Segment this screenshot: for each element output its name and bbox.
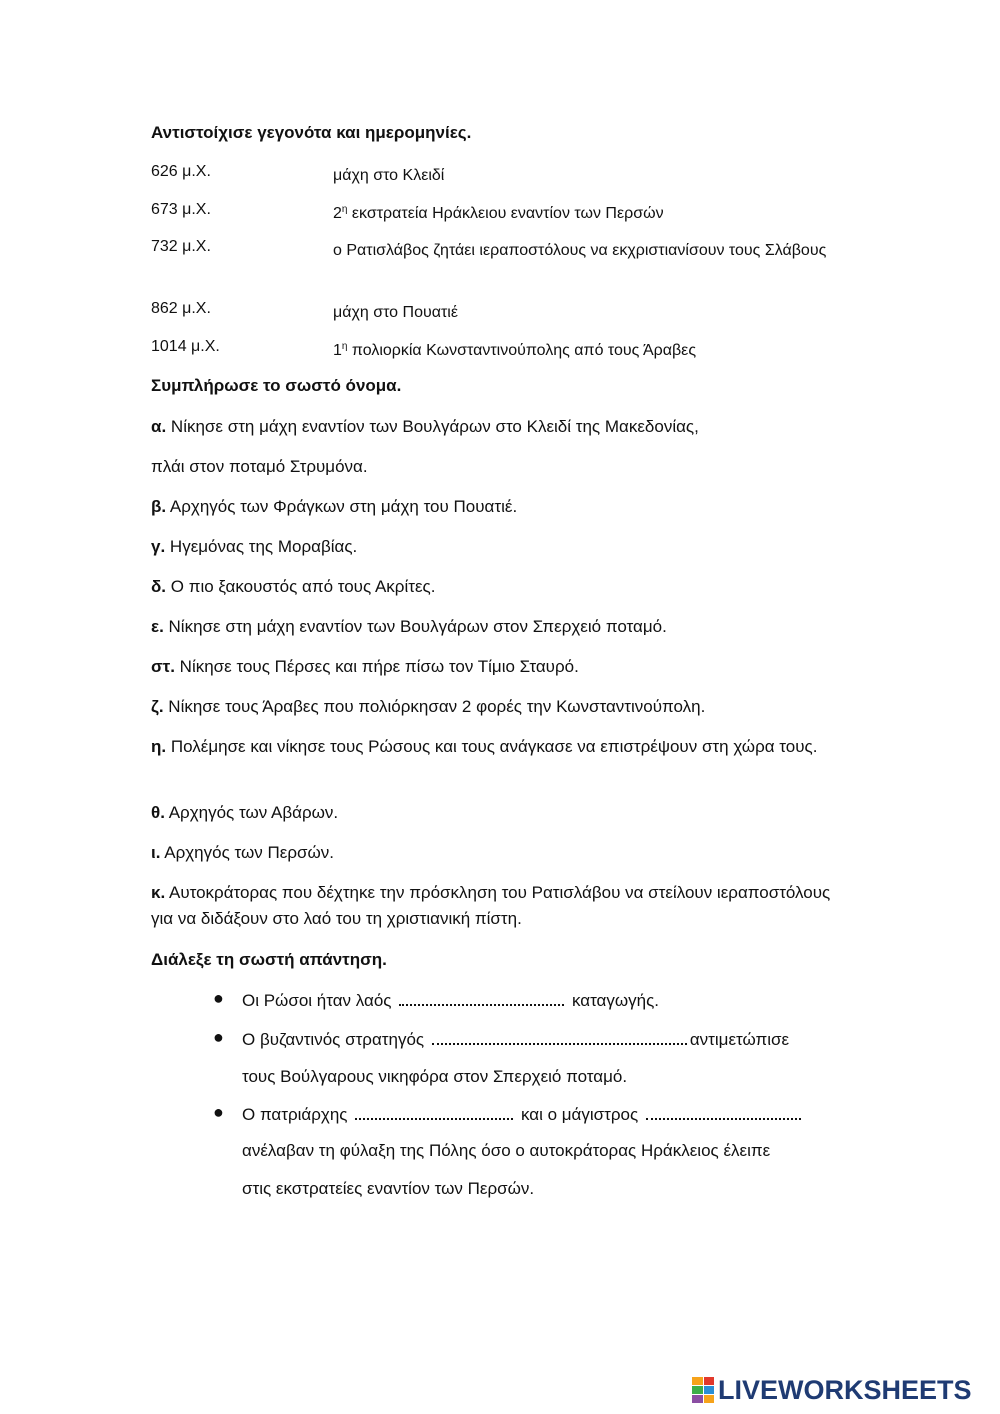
bullet-icon: ●: [213, 988, 224, 1008]
liveworksheets-logo: [692, 1372, 972, 1408]
event-label: μάχη στο Κλειδί: [333, 167, 445, 184]
date-label: 673 μ.Χ.: [151, 201, 211, 218]
logo-text: LIVEWORKSHEETS: [718, 1374, 972, 1405]
event-label: μάχη στο Πουατιέ: [333, 304, 458, 321]
question-item: γ. Ηγεμόνας της Μοραβίας.: [151, 537, 358, 556]
date-label: 732 μ.Χ.: [151, 238, 211, 255]
fill-blank-line: Ο πατριάρχης και ο μάγιστρος: [242, 1104, 804, 1125]
question-item: δ. Ο πιο ξακουστός από τους Ακρίτες.: [151, 577, 436, 596]
question-item: στ. Νίκησε τους Πέρσες και πήρε πίσω τον Τίμιο Σταυρό.: [151, 657, 579, 676]
answer-blank[interactable]: [646, 1104, 801, 1120]
question-item: ζ. Νίκησε τους Άραβες που πολιόρκησαν 2 φορές την Κωνσταντινούπολη.: [151, 697, 706, 716]
text-line: τους Βούλγαρους νικηφόρα στον Σπερχειό ποταμό.: [242, 1067, 628, 1086]
bullet-icon: ●: [213, 1102, 224, 1122]
liveworksheets-logo-icon: [692, 1377, 714, 1403]
question-item: η. Πολέμησε και νίκησε τους Ρώσους και τους ανάγκασε να επιστρέψουν στη χώρα τους.: [151, 737, 818, 756]
answer-blank[interactable]: [355, 1104, 513, 1120]
event-label: ο Ρατισλάβος ζητάει ιεραποστόλους να εκχριστιανίσουν τους Σλάβους: [333, 242, 827, 259]
question-item: ι. Αρχηγός των Περσών.: [151, 843, 334, 862]
event-label: $1^\eta$ πολιορκία Κωνσταντινούπολης από τους Άραβες: [333, 341, 697, 359]
fill-name-section-title: Συμπλήρωσε το σωστό όνομα.: [151, 376, 402, 395]
date-label: 862 μ.Χ.: [151, 300, 211, 317]
text-line: στις εκστρατείες εναντίον των Περσών.: [242, 1179, 535, 1198]
event-label: $2^\eta$ εκστρατεία Ηράκλειου εναντίον των Περσών: [333, 204, 664, 222]
text-line: ανέλαβαν τη φύλαξη της Πόλης όσο ο αυτοκράτορας Ηράκλειος έλειπε: [242, 1141, 771, 1160]
match-section-title: Αντιστοίχισε γεγονότα και ημερομηνίες.: [151, 123, 472, 142]
date-label: 1014 μ.Χ.: [151, 338, 220, 355]
fill-blank-line: Οι Ρώσοι ήταν λαός καταγωγής.: [242, 991, 660, 1010]
question-item: πλάι στον ποταμό Στρυμόνα.: [151, 457, 368, 476]
answer-blank[interactable]: [399, 990, 564, 1006]
question-item: ε. Νίκησε στη μάχη εναντίον των Βουλγάρων στον Σπερχειό ποταμό.: [151, 617, 667, 636]
bullet-icon: ●: [213, 1027, 224, 1047]
answer-blank[interactable]: [432, 1029, 687, 1045]
question-item: β. Αρχηγός των Φράγκων στη μάχη του Πουατιέ.: [151, 497, 518, 516]
choose-answer-section-title: Διάλεξε τη σωστή απάντηση.: [151, 950, 387, 969]
question-item: θ. Αρχηγός των Αβάρων.: [151, 803, 339, 822]
date-label: 626 μ.Χ.: [151, 163, 211, 180]
fill-blank-line: Ο βυζαντινός στρατηγός αντιμετώπισε: [242, 1030, 790, 1049]
question-item: κ. Αυτοκράτορας που δέχτηκε την πρόσκληση του Ρατισλάβου να στείλουν ιεραποστόλους για να διδάξουν στο λαό του τη χριστιανική πίστη.: [151, 883, 831, 928]
question-item: α. Νίκησε στη μάχη εναντίον των Βουλγάρων στο Κλειδί της Μακεδονίας,: [151, 417, 699, 436]
